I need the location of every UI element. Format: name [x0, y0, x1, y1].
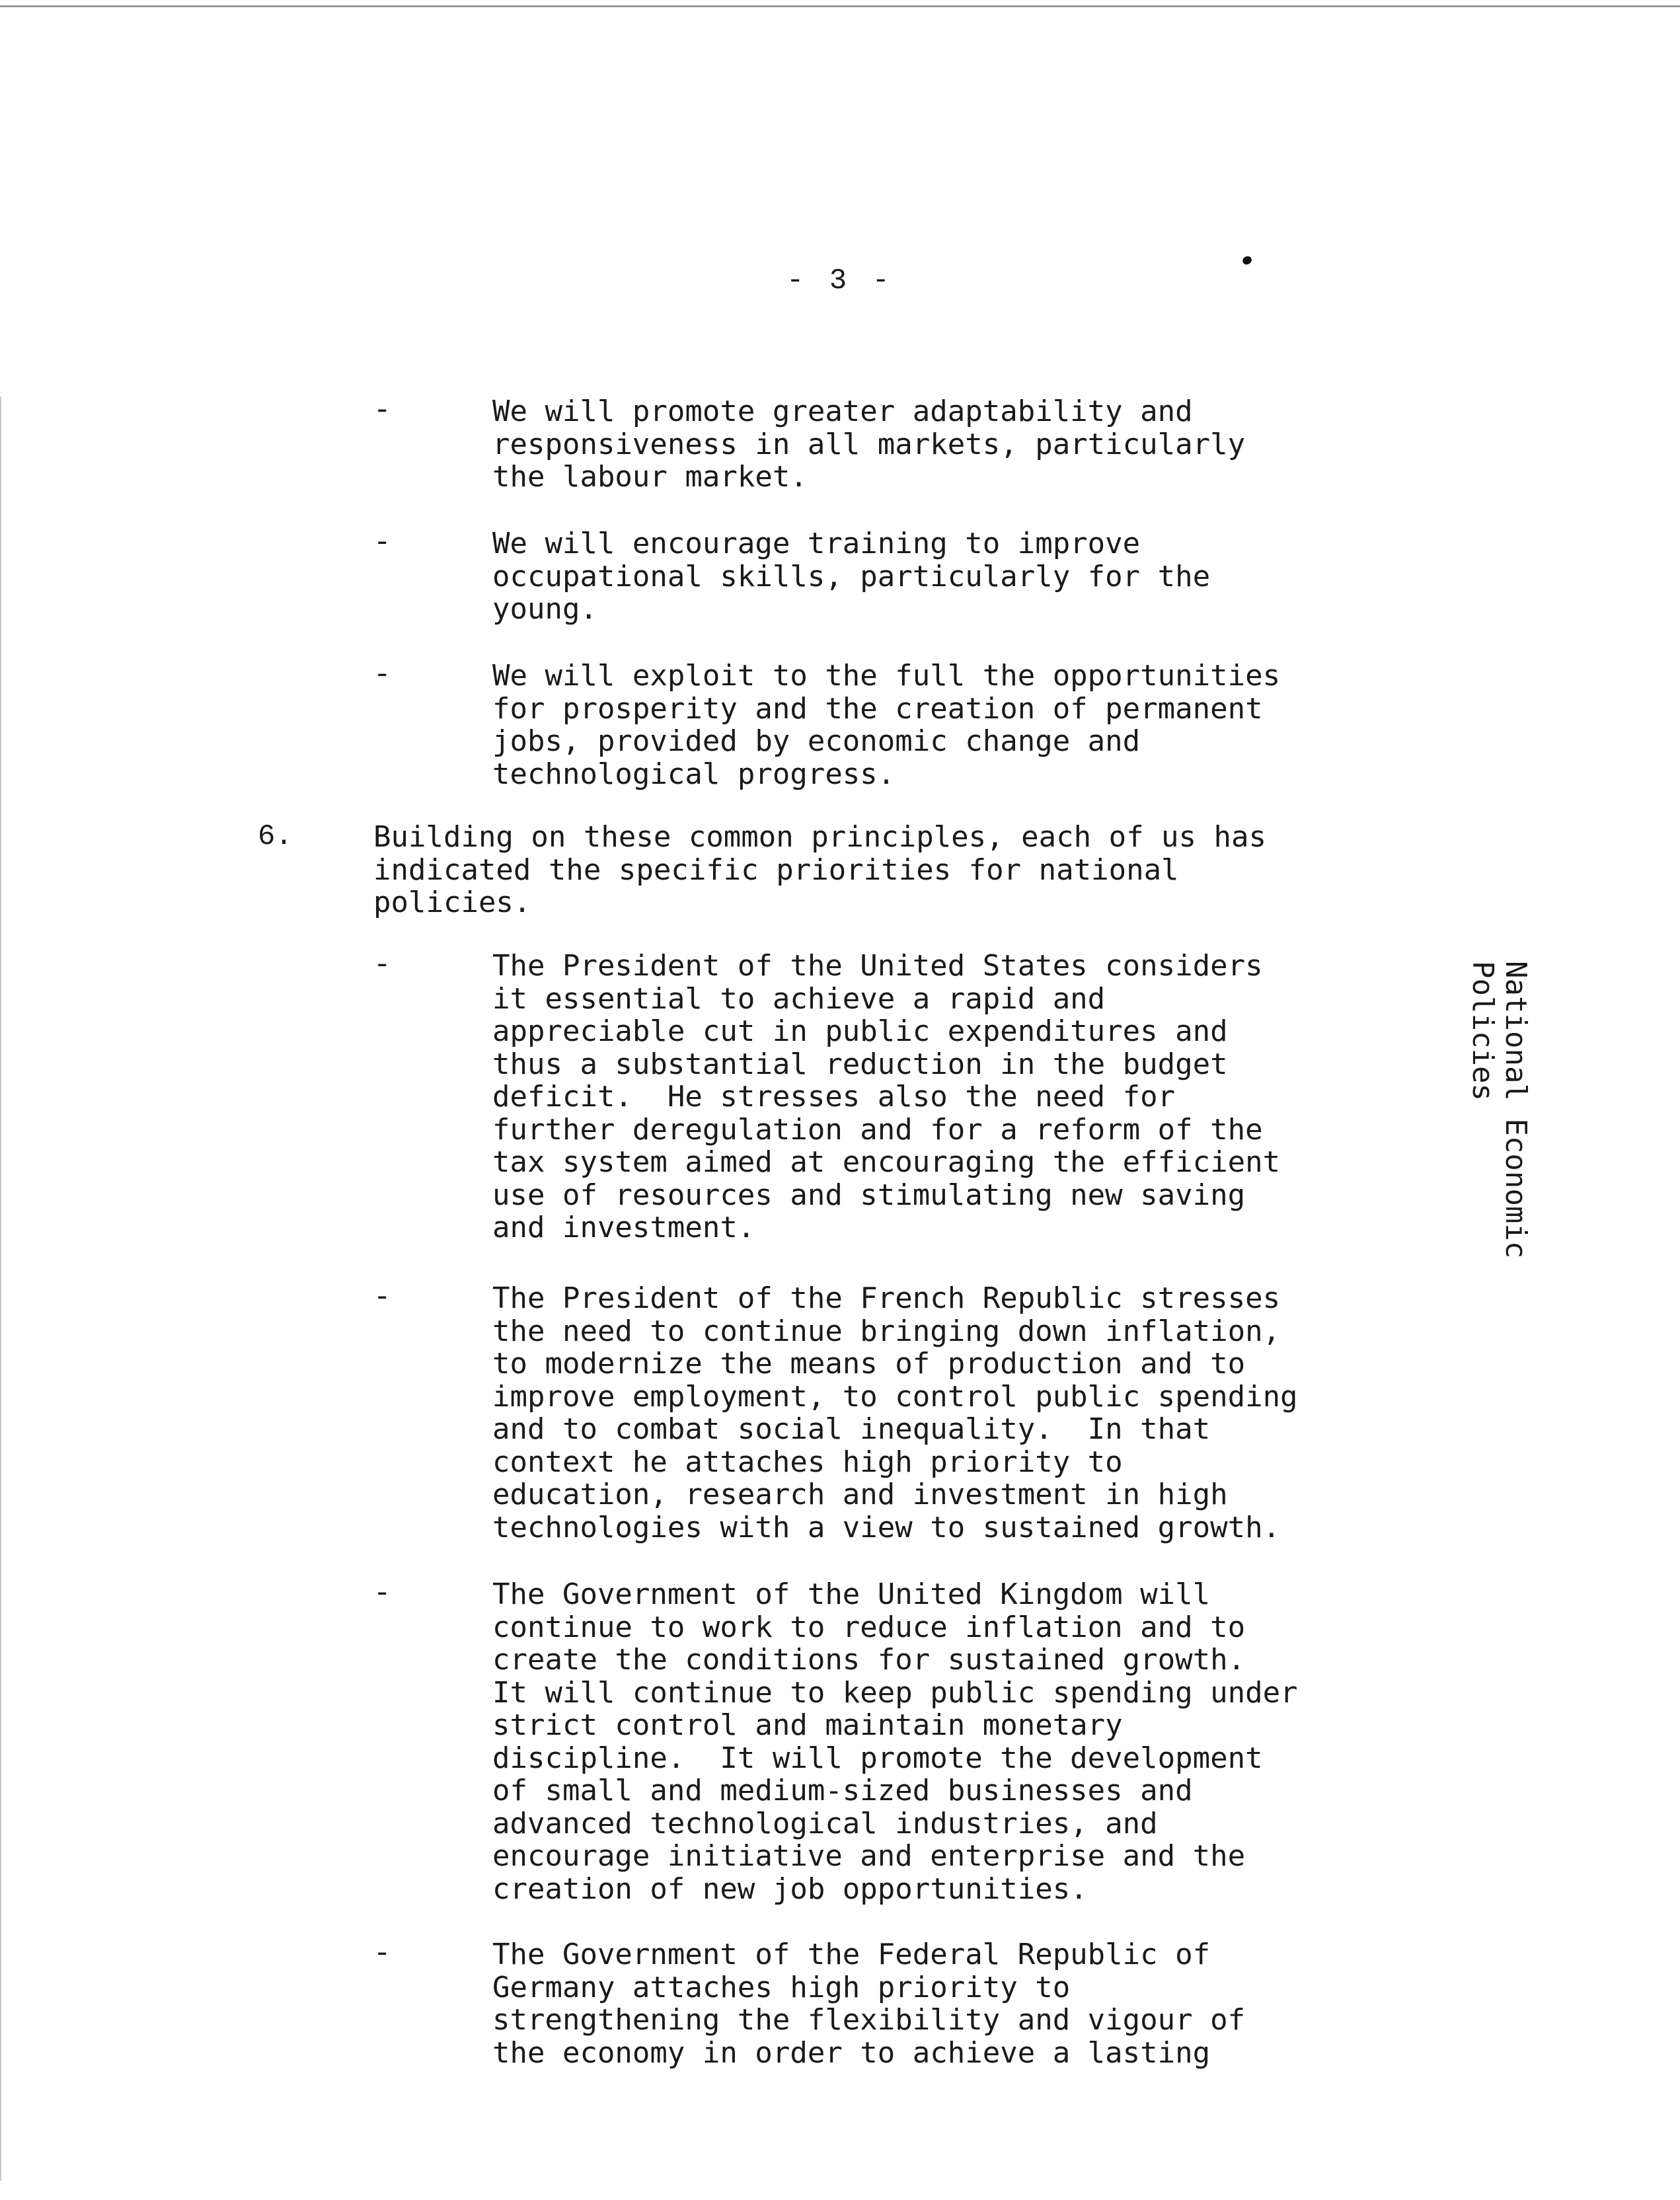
bullet-dash: - — [373, 527, 391, 560]
bullet-text: We will exploit to the full the opportunities for prosperity and the creation of permanent jobs, provided by economic change and technological progress. — [492, 659, 1281, 791]
bullet-dash: - — [373, 395, 391, 428]
bullet-text: The Government of the Federal Republic of Germany attaches high priority to strengthening the flexibility and vigour of the economy in order to achieve a lasting — [492, 1938, 1246, 2070]
bullet-dash: - — [373, 1281, 391, 1314]
paragraph-number: 6. — [258, 820, 293, 853]
bullet-text: The Government of the United Kingdom will continue to work to reduce inflation and to create the conditions for sustained growth. It will continue to keep public spending under strict control and maintain monetary discipline. It will promote the development of small and medium-sized businesses and advanced technological industries, and encourage initiative and enterprise and the creation of new job opportunities. — [492, 1577, 1298, 1906]
bullet-dash: - — [373, 1577, 391, 1611]
left-scan-edge-rule — [0, 397, 1, 2181]
bullet-dash: - — [373, 949, 391, 982]
page-number: - 3 - — [786, 264, 894, 297]
bullet-dash: - — [373, 1938, 391, 1971]
bullet-text: We will encourage training to improve occupational skills, particularly for the young. — [492, 527, 1211, 626]
bullet-dash: - — [373, 659, 391, 692]
bullet-text: The President of the French Republic stresses the need to continue bringing down inflation, to modernize the means of production and to improve employment, to control public spending and to combat social inequality. In that context he attaches high priority to education, research and investment in high technologies with a view to sustained growth. — [492, 1281, 1298, 1544]
top-scan-edge-rule — [0, 5, 1680, 7]
bullet-text: We will promote greater adaptability and responsiveness in all markets, particularly the labour market. — [492, 395, 1246, 494]
bullet-text: The President of the United States considers it essential to achieve a rapid and appreciable cut in public expenditures and thus a substantial reduction in the budget deficit. He stresses also the need for further deregulation and for a reform of the tax system aimed at encouraging the efficient use of resources and stimulating new saving and investment. — [492, 949, 1281, 1244]
paragraph-text: Building on these common principles, each of us has indicated the specific priorities for national policies. — [373, 820, 1267, 919]
margin-note: National Economic Policies — [1466, 961, 1533, 1259]
